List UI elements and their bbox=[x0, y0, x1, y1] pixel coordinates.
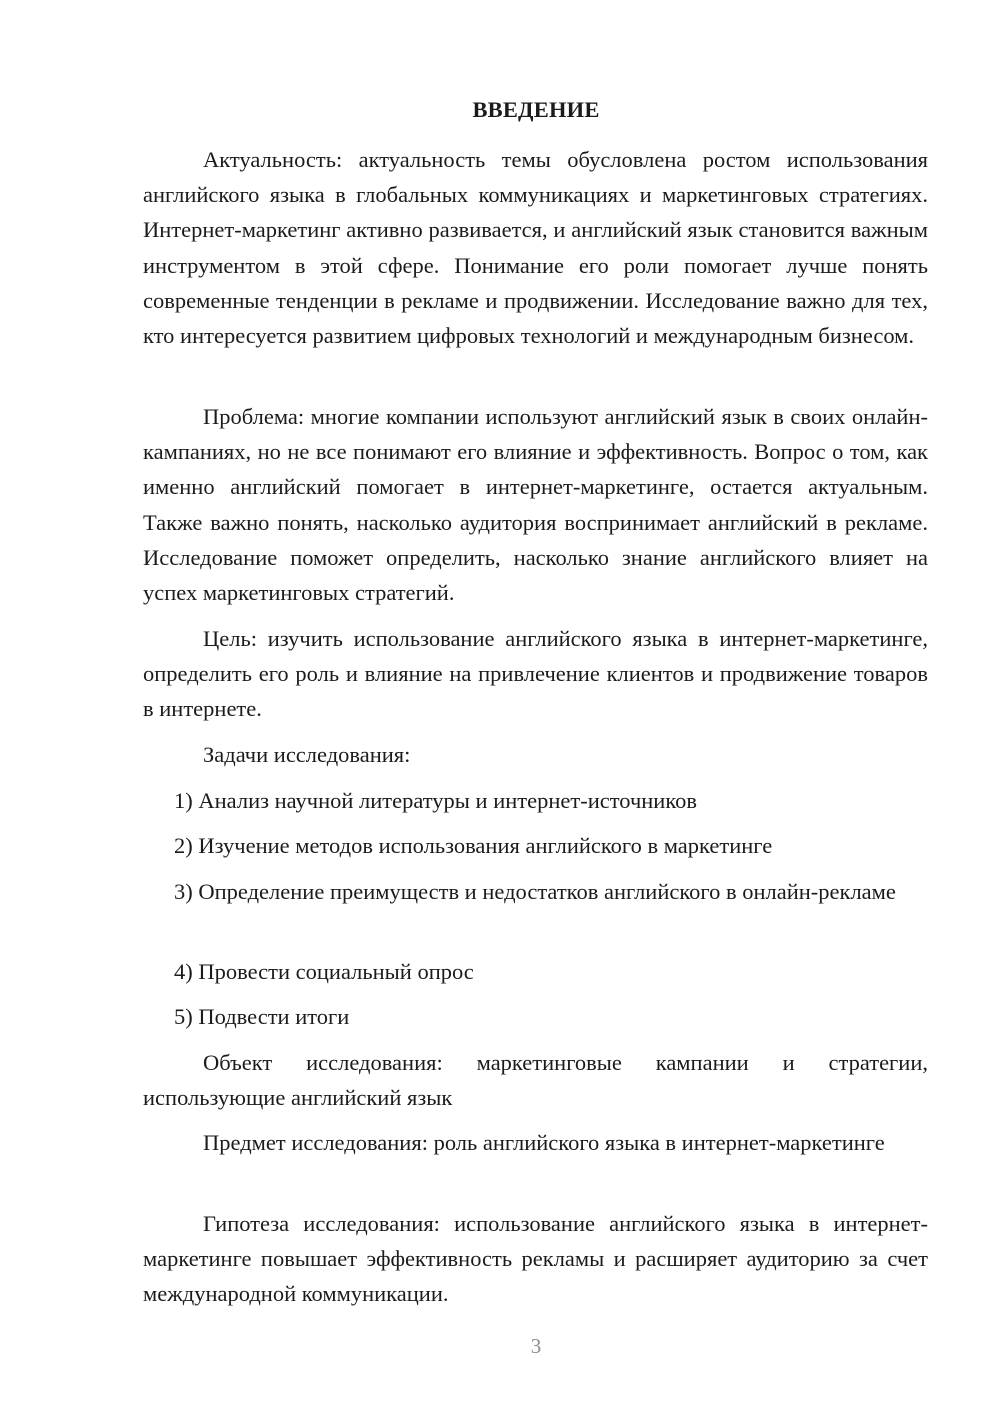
paragraph-subject: Предмет исследования: роль английского языка в интернет-маркетинге bbox=[203, 1130, 885, 1155]
list-item-task-5: 5) Подвести итоги bbox=[174, 1004, 350, 1029]
section-title: ВВЕДЕНИЕ bbox=[472, 97, 600, 122]
paragraph-tasks-heading: Задачи исследования: bbox=[203, 742, 411, 767]
list-item-task-1: 1) Анализ научной литературы и интернет-источников bbox=[174, 788, 698, 813]
paragraph-relevance: Актуальность: актуальность темы обусловлена ростом использования английского языка в глобальных коммуникациях и маркетинговых стратегиях. Интернет-маркетинг активно развивается, и английский язык становится важным инструментом в этой сфере. Понимание его роли помогает лучше понять современные тенденции в рекламе и продвижении. Исследование важно для тех, кто интересуется развитием цифровых технологий и международным бизнесом. bbox=[143, 147, 928, 349]
paragraph-problem: Проблема: многие компании используют английский язык в своих онлайн-кампаниях, но не все понимают его влияние и эффективность. Вопрос о том, как именно английский помогает в интернет-маркетинге, остается актуальным. Также важно понять, насколько аудитория воспринимает английский в рекламе. Исследование поможет определить, насколько знание английского влияет на успех маркетинговых стратегий. bbox=[143, 404, 928, 606]
list-item-task-4: 4) Провести социальный опрос bbox=[174, 959, 474, 984]
list-item-task-3: 3) Определение преимуществ и недостатков английского в онлайн-рекламе bbox=[174, 879, 896, 904]
paragraph-goal: Цель: изучить использование английского языка в интернет-маркетинге, определить его роль и влияние на привлечение клиентов и продвижение товаров в интернете. bbox=[143, 626, 928, 722]
list-item-task-2: 2) Изучение методов использования английского в маркетинге bbox=[174, 833, 773, 858]
paragraph-hypothesis: Гипотеза исследования: использование английского языка в интернет-маркетинге повышает эффективность рекламы и расширяет аудиторию за счет международной коммуникации. bbox=[143, 1211, 928, 1307]
page-number: 3 bbox=[530, 1334, 542, 1358]
paragraph-object: Объект исследования: маркетинговые кампании и стратегии, использующие английский язык bbox=[143, 1050, 928, 1111]
